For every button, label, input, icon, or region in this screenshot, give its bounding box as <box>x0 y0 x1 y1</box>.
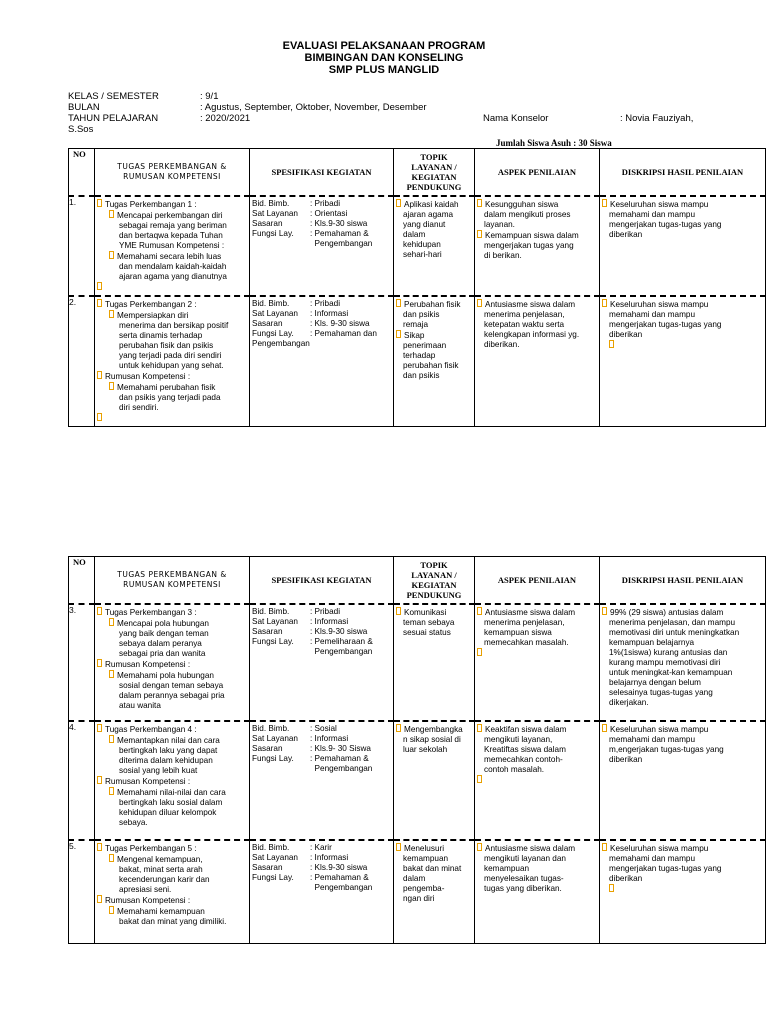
spec-key: Fungsi Lay. <box>252 753 294 763</box>
diskripsi-text: selesainya tugas-tugas yang <box>609 687 713 697</box>
row-no: 3. <box>69 604 95 721</box>
col-topik-line-1: TOPIK <box>420 151 448 162</box>
table-header-row <box>69 149 766 196</box>
aspek-text: memecahkan masalah. <box>484 637 569 647</box>
diskripsi-text: memahami dan mampu <box>609 209 696 219</box>
topik-text: ngan diri <box>403 893 435 903</box>
tahun-value: : 2020/2021 <box>200 113 251 124</box>
aspek-text: menerima penjelasan, <box>484 309 565 319</box>
row-aspek <box>475 196 600 296</box>
tugas-head: Tugas Perkembangan 4 : <box>105 724 197 734</box>
spec-value: : Informasi <box>310 308 349 318</box>
topik-text: dan psikis <box>403 309 440 319</box>
bullet-icon <box>396 724 401 732</box>
table-row <box>69 604 766 721</box>
spec-value: Pengembangan <box>310 238 373 248</box>
col-no: NO <box>69 149 95 196</box>
spec-key: Sat Layanan <box>252 852 298 862</box>
col-topik-line-2: LAYANAN / <box>411 569 457 580</box>
aspek-text: Kreatiftas siswa dalam <box>484 744 566 754</box>
bullet-icon <box>109 735 114 743</box>
kompetensi-head: Rumusan Kompetensi : <box>105 776 191 786</box>
bullet-icon <box>396 330 401 338</box>
kompetensi-item: Memahami nilai-nilai dan cara <box>117 787 226 797</box>
bullet-icon <box>97 199 102 207</box>
topik-text: pengemba- <box>403 883 445 893</box>
topik-text: Perubahan fisik <box>404 299 461 309</box>
row-tugas <box>95 604 250 721</box>
col-topik <box>394 557 475 604</box>
bullet-icon <box>396 199 401 207</box>
kompetensi-item: dan mendalam kaidah-kaidah <box>119 261 227 271</box>
spec-key: Bid. Bimb. <box>252 606 290 616</box>
spec-value: : Informasi <box>310 616 349 626</box>
diskripsi-text: Keseluruhan siswa mampu <box>610 724 709 734</box>
topik-text: Komunikasi <box>404 607 447 617</box>
bulan-value: : Agustus, September, Oktober, November, Desember <box>200 102 427 113</box>
row-no: 4. <box>69 721 95 840</box>
aspek-text: diberikan. <box>484 339 520 349</box>
kompetensi-item: ajaran agama yang dianutnya <box>119 271 227 281</box>
diskripsi-text: kemampuan belajarnya <box>609 637 695 647</box>
col-spesifikasi: SPESIFIKASI KEGIATAN <box>250 149 394 196</box>
diskripsi-text: 1%(1siswa) kurang antusias dan <box>609 647 728 657</box>
spec-key: Fungsi Lay. <box>252 636 294 646</box>
diskripsi-text: m,engerjakan tugas-tugas yang <box>609 744 724 754</box>
doc-title <box>0 40 768 76</box>
bullet-icon <box>602 299 607 307</box>
aspek-text: mengikuti layanan, <box>484 734 553 744</box>
row-topik <box>394 296 475 427</box>
aspek-text: memecahkan contoh- <box>484 754 563 764</box>
topik-text: remaja <box>403 319 429 329</box>
tugas-item: menerima dan bersikap positif <box>119 320 229 330</box>
aspek-text: kelengkapan informasi yg. <box>484 329 580 339</box>
aspek-text: Antusiasme siswa dalam <box>485 607 576 617</box>
topik-text: dan psikis <box>403 370 440 380</box>
title-line-3: SMP PLUS MANGLID <box>328 64 440 76</box>
bullet-icon <box>109 906 114 914</box>
col-topik-line-2: LAYANAN / <box>411 161 457 172</box>
aspek-text: Antusiasme siswa dalam <box>485 843 576 853</box>
topik-text: Sikap <box>404 330 425 340</box>
bullet-icon <box>609 340 614 348</box>
row-no: 2. <box>69 296 95 427</box>
row-aspek <box>475 296 600 427</box>
kompetensi-head: Rumusan Kompetensi : <box>105 371 191 381</box>
aspek-text: ketepatan waktu serta <box>484 319 565 329</box>
topik-text: Menelusuri <box>404 843 445 853</box>
col-topik <box>394 149 475 196</box>
topik-text: yang dianut <box>403 219 446 229</box>
spec-value: : Pribadi <box>310 298 341 308</box>
bullet-icon <box>477 724 482 732</box>
bullet-icon <box>97 659 102 667</box>
row-topik <box>394 840 475 944</box>
spec-key: Bid. Bimb. <box>252 723 290 733</box>
bullet-icon <box>97 895 102 903</box>
topik-text: perubahan fisik <box>403 360 459 370</box>
aspek-text: dalam mengikuti proses <box>484 209 571 219</box>
spec-value: Pengembangan <box>310 882 373 892</box>
topik-text: terhadap <box>403 350 436 360</box>
tugas-item: Mencapai pola hubungan <box>117 618 209 628</box>
row-no: 5. <box>69 840 95 944</box>
bullet-icon <box>109 382 114 390</box>
bullet-icon <box>477 299 482 307</box>
topik-text: dalam <box>403 873 426 883</box>
bullet-icon <box>609 884 614 892</box>
aspek-text: mengerjakan tugas yang <box>484 240 574 250</box>
diskripsi-text: diberikan <box>609 754 643 764</box>
col-topik-line-4: PENDUKUNG <box>406 589 462 600</box>
table-header-row <box>69 557 766 604</box>
tugas-item: sosial yang lebih kuat <box>119 765 198 775</box>
spec-value: : Kls.9- 30 Siswa <box>310 743 371 753</box>
jumlah-siswa: Jumlah Siswa Asuh : 30 Siswa <box>496 138 612 148</box>
tugas-item: sebaya dalam peranya <box>119 638 202 648</box>
col-tugas-line-2: RUMUSAN KOMPETENSI <box>123 579 221 589</box>
tugas-item: Mempersiapkan diri <box>117 310 189 320</box>
row-no: 1. <box>69 196 95 296</box>
tugas-item: bakat, minat serta arah <box>119 864 203 874</box>
row-aspek <box>475 721 600 840</box>
bullet-icon <box>109 251 114 259</box>
spec-key: Bid. Bimb. <box>252 842 290 852</box>
spec-key: Fungsi Lay. <box>252 872 294 882</box>
tugas-head: Tugas Perkembangan 1 : <box>105 199 197 209</box>
topik-text: ajaran agama <box>403 209 454 219</box>
tugas-item: serta dinamis terhadap <box>119 330 203 340</box>
topik-text: Mengembangka <box>404 724 463 734</box>
bullet-icon <box>97 843 102 851</box>
bullet-icon <box>396 843 401 851</box>
row-spesifikasi <box>250 604 394 721</box>
spec-key: Fungsi Lay. <box>252 328 294 338</box>
aspek-text: tugas yang diberikan. <box>484 883 562 893</box>
spec-value: : Kls. 9-30 siswa <box>310 318 370 328</box>
spec-value: : Kls.9-30 siswa <box>310 626 368 636</box>
spec-value: : Pribadi <box>310 198 341 208</box>
diskripsi-text: dikerjakan. <box>609 697 649 707</box>
title-line-1: EVALUASI PELAKSANAAN PROGRAM <box>282 40 486 52</box>
spec-value: : Pribadi <box>310 606 341 616</box>
tugas-item: dan bertaqwa kepada Tuhan <box>119 230 223 240</box>
konselor-value: : Novia Fauziyah, <box>620 113 694 124</box>
spec-value: : Pemahaman dan <box>310 328 377 338</box>
bullet-icon <box>109 210 114 218</box>
tugas-item: bertingkah laku yang dapat <box>119 745 218 755</box>
spec-key: Sat Layanan <box>252 308 298 318</box>
col-tugas-line-2: RUMUSAN KOMPETENSI <box>123 171 221 181</box>
bullet-icon <box>477 775 482 783</box>
spec-key: Sasaran <box>252 626 283 636</box>
diskripsi-text: memahami dan mampu <box>609 734 696 744</box>
row-topik <box>394 721 475 840</box>
aspek-text: contoh masalah. <box>484 764 545 774</box>
aspek-text: Kemampuan siswa dalam <box>485 230 579 240</box>
col-no: NO <box>69 557 95 604</box>
row-diskripsi <box>600 196 766 296</box>
tugas-item: apresiasi seni. <box>119 884 172 894</box>
diskripsi-text: memahami dan mampu <box>609 309 696 319</box>
aspek-text: Antusiasme siswa dalam <box>485 299 576 309</box>
spec-key: Sasaran <box>252 862 283 872</box>
aspek-text: Keaktifan siswa dalam <box>485 724 567 734</box>
row-topik <box>394 196 475 296</box>
diskripsi-text: Keseluruhan siswa mampu <box>610 199 709 209</box>
kompetensi-item: atau wanita <box>119 700 161 710</box>
kompetensi-item: dalam perannya sebagai pria <box>119 690 225 700</box>
diskripsi-text: mengerjakan tugas-tugas yang <box>609 319 722 329</box>
spec-key: Sasaran <box>252 318 283 328</box>
bullet-icon <box>396 607 401 615</box>
kelas-value: : 9/1 <box>200 91 219 102</box>
col-topik-line-1: TOPIK <box>420 559 448 570</box>
bulan-label: BULAN <box>68 102 100 113</box>
topik-text: teman sebaya <box>403 617 455 627</box>
bullet-icon <box>602 724 607 732</box>
col-tugas <box>95 557 250 604</box>
spec-value: Pengembangan <box>310 763 373 773</box>
topik-text: dalam <box>403 229 426 239</box>
spec-value: : Pemahaman & <box>310 753 369 763</box>
spec-key: Sat Layanan <box>252 616 298 626</box>
spec-value: : Kls.9-30 siswa <box>310 862 368 872</box>
bullet-icon <box>477 648 482 656</box>
kompetensi-item: bakat dan minat yang dimiliki. <box>119 916 227 926</box>
diskripsi-text: belajarnya dengan belum <box>609 677 701 687</box>
spec-key: Sat Layanan <box>252 208 298 218</box>
col-aspek: ASPEK PENILAIAN <box>475 557 600 604</box>
diskripsi-text: Keseluruhan siswa mampu <box>610 299 709 309</box>
spec-value: : Informasi <box>310 852 349 862</box>
spec-value: : Sosial <box>310 723 337 733</box>
row-spesifikasi <box>250 840 394 944</box>
row-diskripsi <box>600 721 766 840</box>
col-aspek: ASPEK PENILAIAN <box>475 149 600 196</box>
spec-value: : Informasi <box>310 733 349 743</box>
diskripsi-text: mengerjakan tugas-tugas yang <box>609 863 722 873</box>
kompetensi-item: Memahami kemampuan <box>117 906 205 916</box>
row-diskripsi <box>600 604 766 721</box>
row-tugas <box>95 721 250 840</box>
aspek-text: kemampuan siswa <box>484 627 552 637</box>
bullet-icon <box>97 607 102 615</box>
topik-text: kemampuan <box>403 853 449 863</box>
table-row <box>69 840 766 944</box>
kompetensi-item: Memahami pola hubungan <box>117 670 214 680</box>
row-aspek <box>475 840 600 944</box>
spec-key: Sasaran <box>252 743 283 753</box>
spec-key: Bid. Bimb. <box>252 298 290 308</box>
spec-key: Fungsi Lay. <box>252 228 294 238</box>
topik-text: sesuai status <box>403 627 451 637</box>
bullet-icon <box>602 199 607 207</box>
aspek-text: kemampuan <box>484 863 530 873</box>
aspek-text: Kesungguhan siswa <box>485 199 559 209</box>
aspek-text: di berikan. <box>484 250 522 260</box>
row-topik <box>394 604 475 721</box>
topik-text: kehidupan <box>403 239 441 249</box>
evaluation-table-1 <box>68 148 766 427</box>
tugas-item: Mengenal kemampuan, <box>117 854 203 864</box>
kompetensi-item: sosial dengan teman sebaya <box>119 680 224 690</box>
kompetensi-head: Rumusan Kompetensi : <box>105 895 191 905</box>
topik-text: n sikap sosial di <box>403 734 461 744</box>
col-tugas-line-1: TUGAS PERKEMBANGAN & <box>117 161 227 171</box>
evaluation-table-2 <box>68 556 766 944</box>
row-tugas <box>95 296 250 427</box>
tugas-item: diterima dalam kehidupan <box>119 755 213 765</box>
kompetensi-head: Rumusan Kompetensi : <box>105 659 191 669</box>
spec-value: : Pemahaman & <box>310 228 369 238</box>
tugas-item: Memantapkan nilai dan cara <box>117 735 220 745</box>
tugas-item: Mencapai perkembangan diri <box>117 210 223 220</box>
row-tugas <box>95 196 250 296</box>
tugas-item: kecenderungan karir dan <box>119 874 210 884</box>
kompetensi-item: kehidupan diluar kelompok <box>119 807 217 817</box>
row-spesifikasi <box>250 296 394 427</box>
diskripsi-text: diberikan <box>609 873 643 883</box>
bullet-icon <box>97 776 102 784</box>
diskripsi-text: diberikan <box>609 329 643 339</box>
row-diskripsi <box>600 296 766 427</box>
diskripsi-text: untuk meningkat-kan kemampuan <box>609 667 733 677</box>
col-topik-line-3: KEGIATAN <box>411 171 457 182</box>
col-topik-line-3: KEGIATAN <box>411 579 457 590</box>
bullet-icon <box>602 843 607 851</box>
tugas-head: Tugas Perkembangan 3 : <box>105 607 197 617</box>
bullet-icon <box>109 854 114 862</box>
topik-text: Aplikasi kaidah <box>404 199 459 209</box>
bullet-icon <box>109 310 114 318</box>
bullet-icon <box>109 618 114 626</box>
tugas-item: sebagai remaja yang beriman <box>119 220 227 230</box>
diskripsi-text: 99% (29 siswa) antusias dalam <box>610 607 724 617</box>
spec-value: : Pemahaman & <box>310 872 369 882</box>
bullet-icon <box>97 299 102 307</box>
kelas-label: KELAS / SEMESTER <box>68 91 159 102</box>
bullet-icon <box>109 670 114 678</box>
row-spesifikasi <box>250 196 394 296</box>
title-line-2: BIMBINGAN DAN KONSELING <box>304 52 464 64</box>
bullet-icon <box>477 230 482 238</box>
tugas-item: yang baik dengan teman <box>119 628 209 638</box>
topik-text: sehari-hari <box>403 249 442 259</box>
col-diskripsi: DISKRIPSI HASIL PENILAIAN <box>600 149 766 196</box>
tugas-item: sebagai pria dan wanita <box>119 648 206 658</box>
diskripsi-text: memahami dan mampu <box>609 853 696 863</box>
row-tugas <box>95 840 250 944</box>
bullet-icon <box>602 607 607 615</box>
topik-text: penerimaan <box>403 340 447 350</box>
diskripsi-text: menerima penjelasan, dan mampu <box>609 617 736 627</box>
spec-value: : Karir <box>310 842 332 852</box>
spec-value: : Orientasi <box>310 208 348 218</box>
spec-value: Pengembangan <box>310 646 373 656</box>
spec-key: Sasaran <box>252 218 283 228</box>
tugas-item: YME Rumusan Kompetensi : <box>119 240 225 250</box>
aspek-text: menerima penjelasan, <box>484 617 565 627</box>
bullet-icon <box>97 413 102 421</box>
diskripsi-text: mengerjakan tugas-tugas yang <box>609 219 722 229</box>
tugas-head: Tugas Perkembangan 5 : <box>105 843 197 853</box>
bullet-icon <box>477 607 482 615</box>
aspek-text: layanan. <box>484 219 515 229</box>
topik-text: luar sekolah <box>403 744 448 754</box>
kompetensi-item: sebaya. <box>119 817 148 827</box>
bullet-icon <box>477 199 482 207</box>
tugas-head: Tugas Perkembangan 2 : <box>105 299 197 309</box>
spec-value: : Pemeliharaan & <box>310 636 373 646</box>
diskripsi-text: memotivasi diri untuk meningkatkan <box>609 627 740 637</box>
row-aspek <box>475 604 600 721</box>
table-row <box>69 721 766 840</box>
row-spesifikasi <box>250 721 394 840</box>
col-diskripsi: DISKRIPSI HASIL PENILAIAN <box>600 557 766 604</box>
spec-key: Bid. Bimb. <box>252 198 290 208</box>
col-tugas <box>95 149 250 196</box>
diskripsi-text: kurang mampu memotivasi diri <box>609 657 721 667</box>
col-topik-line-4: PENDUKUNG <box>406 181 462 192</box>
spec-key: Sat Layanan <box>252 733 298 743</box>
bullet-icon <box>109 787 114 795</box>
tugas-item: untuk kehidupan yang sehat. <box>119 360 224 370</box>
tugas-item: yang terjadi pada diri sendiri <box>119 350 222 360</box>
kompetensi-item: dan psikis yang terjadi pada <box>119 392 221 402</box>
kompetensi-item: diri sendiri. <box>119 402 159 412</box>
topik-text: bakat dan minat <box>403 863 462 873</box>
bullet-icon <box>97 371 102 379</box>
konselor-cont: S.Sos <box>68 124 94 135</box>
konselor-label: Nama Konselor <box>483 113 549 124</box>
tahun-label: TAHUN PELAJARAN <box>68 113 159 124</box>
kompetensi-item: Memahami secara lebih luas <box>117 251 222 261</box>
aspek-text: menyelesaikan tugas- <box>484 873 564 883</box>
col-spesifikasi: SPESIFIKASI KEGIATAN <box>250 557 394 604</box>
row-diskripsi <box>600 840 766 944</box>
table-row <box>69 296 766 427</box>
kompetensi-item: bertingkah laku sosial dalam <box>119 797 223 807</box>
bullet-icon <box>97 724 102 732</box>
spec-key: Pengembangan <box>252 338 310 348</box>
diskripsi-text: Keseluruhan siswa mampu <box>610 843 709 853</box>
tugas-item: perubahan fisik dan psikis <box>119 340 214 350</box>
table-row <box>69 196 766 296</box>
bullet-icon <box>477 843 482 851</box>
aspek-text: mengikuti layanan dan <box>484 853 566 863</box>
spec-value: : Kls.9-30 siswa <box>310 218 368 228</box>
bullet-icon <box>97 282 102 290</box>
diskripsi-text: diberikan <box>609 229 643 239</box>
bullet-icon <box>396 299 401 307</box>
kompetensi-item: Memahami perubahan fisik <box>117 382 216 392</box>
col-tugas-line-1: TUGAS PERKEMBANGAN & <box>117 569 227 579</box>
